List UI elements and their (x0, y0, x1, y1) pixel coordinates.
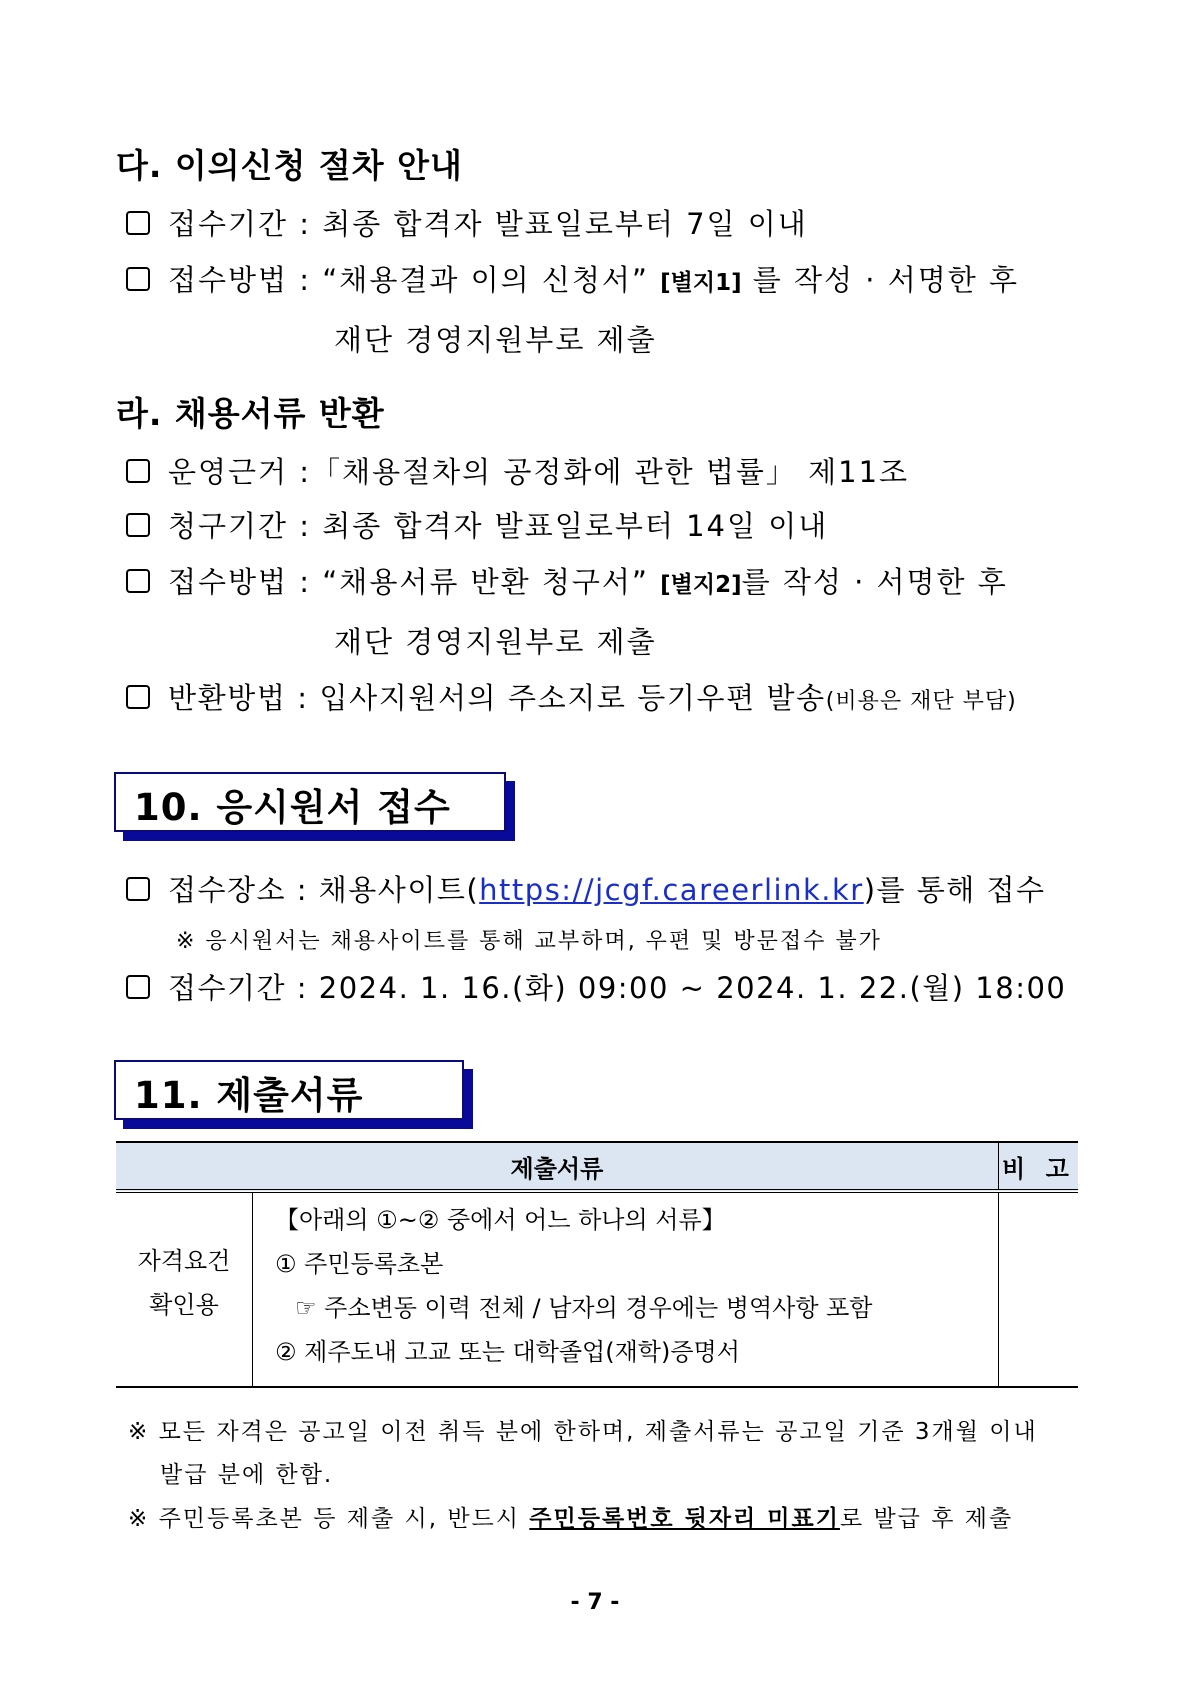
ra-item-method-cont: 재단 경영지원부로 제출 (334, 625, 657, 659)
category-line: 확인용 (149, 1291, 219, 1319)
header-docs: 제출서류 (116, 1142, 998, 1191)
section-da-title: 다. 이의신청 절차 안내 (116, 146, 463, 185)
da-item-method-cont: 재단 경영지원부로 제출 (334, 323, 657, 357)
header-note: 비 고 (998, 1142, 1078, 1191)
checkbox-icon (126, 877, 150, 901)
checkbox-icon (126, 569, 150, 593)
ra-item-method: 접수방법 : “채용서류 반환 청구서” [별지2]를 작성 · 서명한 후 (126, 560, 1008, 601)
da-item-method: 접수방법 : “채용결과 이의 신청서” [별지1] 를 작성 · 서명한 후 (126, 258, 1019, 299)
underlined-emphasis: 주민등록번호 뒷자리 미표기 (529, 1506, 840, 1532)
item-label: 반환방법 (168, 681, 287, 715)
cost-note: (비용은 재단 부담) (825, 689, 1017, 714)
section-10-header (114, 772, 506, 832)
documents-cell (253, 1191, 999, 1387)
checkbox-icon (126, 459, 150, 483)
ra-item-period: 청구기간 : 최종 합격자 발표일로부터 14일 이내 (126, 504, 828, 545)
form-reference: [별지1] (660, 270, 742, 296)
item-label: 접수장소 (168, 873, 287, 907)
checkbox-icon (126, 975, 150, 999)
note-1-cont: 발급 분에 한함. (160, 1462, 334, 1488)
item-label: 접수기간 (168, 971, 287, 1005)
item-text: “채용서류 반환 청구서” (322, 565, 649, 599)
table-row (116, 1191, 1078, 1387)
note-2: ※ 주민등록초본 등 제출 시, 반드시 주민등록번호 뒷자리 미표기로 발급 후 제출 (128, 1506, 1014, 1532)
item-text: “채용결과 이의 신청서” (322, 263, 649, 297)
note-cell (998, 1191, 1078, 1387)
item-text: 「채용절차의 공정화에 관한 법률」 제11조 (311, 455, 910, 489)
checkbox-icon (126, 267, 150, 291)
apply-place-note: ※ 응시원서는 채용사이트를 통해 교부하며, 우편 및 방문접수 불가 (176, 929, 882, 954)
page-number: - 7 - (570, 1590, 620, 1615)
checkbox-icon (126, 685, 150, 709)
career-site-link[interactable]: https://jcgf.careerlink.kr (479, 873, 864, 907)
apply-period: 접수기간 : 2024. 1. 16.(화) 09:00 ~ 2024. 1. 22.(월) 18:00 (126, 966, 1066, 1007)
checkbox-icon (126, 211, 150, 235)
doc-line: ② 제주도내 고교 또는 대학졸업(재학)증명서 (275, 1338, 740, 1366)
form-reference: [별지2] (660, 572, 742, 598)
table-header-row (116, 1142, 1078, 1191)
category-cell (116, 1191, 253, 1387)
section-11-header (114, 1060, 464, 1120)
section-ra-title: 라. 채용서류 반환 (116, 394, 385, 433)
checkbox-icon (126, 513, 150, 537)
ra-item-basis: 운영근거 :「채용절차의 공정화에 관한 법률」 제11조 (126, 450, 909, 491)
item-text: 최종 합격자 발표일로부터 7일 이내 (322, 207, 808, 241)
section-10-title: 10. 응시원서 접수 (134, 786, 451, 829)
item-text: 입사지원서의 주소지로 등기우편 발송 (319, 681, 826, 715)
note-1: ※ 모든 자격은 공고일 이전 취득 분에 한하며, 제출서류는 공고일 기준 3개월 이내 (128, 1419, 1038, 1445)
doc-line: 【아래의 ①~② 중에서 어느 하나의 서류】 (275, 1206, 726, 1234)
da-item-period: 접수기간 : 최종 합격자 발표일로부터 7일 이내 (126, 202, 808, 243)
item-text: 최종 합격자 발표일로부터 14일 이내 (322, 509, 829, 543)
apply-place: 접수장소 : 채용사이트(https://jcgf.careerlink.kr)를 통해 접수 (126, 868, 1046, 909)
item-label: 접수방법 (168, 263, 289, 297)
ra-item-return: 반환방법 : 입사지원서의 주소지로 등기우편 발송(비용은 재단 부담) (126, 676, 1017, 717)
section-11-title: 11. 제출서류 (134, 1074, 364, 1117)
item-label: 청구기간 (168, 509, 289, 543)
category-line: 자격요건 (137, 1247, 231, 1275)
item-label: 접수방법 (168, 565, 289, 599)
period-text: 2024. 1. 16.(화) 09:00 ~ 2024. 1. 22.(월) 18:00 (318, 971, 1067, 1005)
item-label: 운영근거 (168, 455, 289, 489)
documents-table (116, 1141, 1078, 1388)
item-label: 접수기간 (168, 207, 289, 241)
doc-line: ☞ 주소변동 이력 전체 / 남자의 경우에는 병역사항 포함 (295, 1294, 873, 1322)
doc-line: ① 주민등록초본 (275, 1250, 444, 1278)
